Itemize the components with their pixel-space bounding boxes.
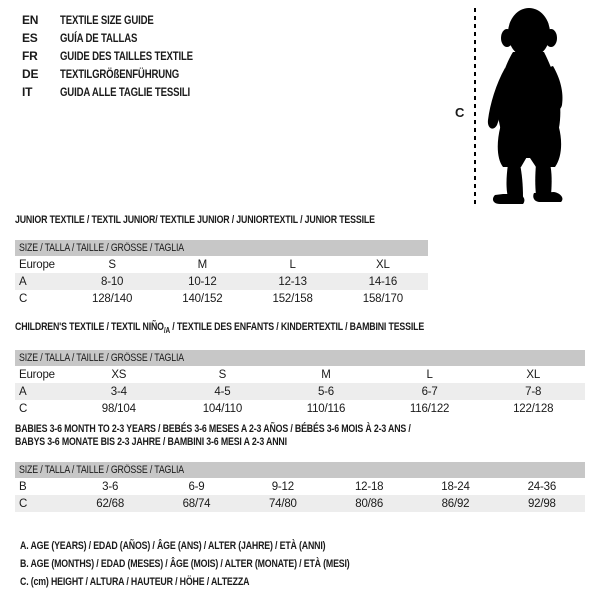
cell-value: 14-16	[368, 275, 398, 288]
cell-value: XL	[376, 258, 390, 271]
cell-value: 116/122	[409, 402, 450, 415]
language-code: FR	[22, 49, 38, 63]
cell-value: 4-5	[214, 385, 231, 398]
cell-value: XS	[111, 368, 127, 381]
row-label: B	[19, 480, 27, 493]
language-label: GUIDE DES TAILLES TEXTILE	[60, 49, 193, 63]
language-list	[22, 11, 226, 101]
cell-value: 140/152	[182, 292, 223, 305]
language-row	[22, 83, 226, 101]
table-title: JUNIOR TEXTILE / TEXTIL JUNIOR/ TEXTILE JUNIOR / JUNIORTEXTIL / JUNIOR TESSILE	[15, 214, 375, 226]
table-row	[15, 400, 585, 417]
size-header-bar: SIZE / TALLA / TAILLE / GRÖSSE / TAGLIA	[15, 350, 585, 366]
cell-value: 9-12	[271, 480, 294, 493]
size-table-children	[15, 321, 585, 417]
legend-line	[20, 555, 432, 573]
legend-line	[20, 573, 432, 591]
height-measure-line	[474, 8, 476, 205]
row-label: Europe	[19, 258, 55, 271]
cell-value: 10-12	[188, 275, 217, 288]
cell-value: 6-9	[188, 480, 205, 493]
cell-value: 12-18	[354, 480, 384, 493]
language-row	[22, 11, 226, 29]
row-label: Europe	[19, 368, 55, 381]
table-row	[15, 366, 585, 383]
height-label-c: C	[455, 105, 465, 120]
cell-value: M	[321, 368, 331, 381]
cell-value: S	[218, 368, 227, 381]
table-title: CHILDREN'S TEXTILE / TEXTIL $NIÑO_{/A}$ / TEXTILE DES ENFANTS / KINDERTEXTIL / BAMBINI TESSILE	[15, 321, 425, 336]
row-label: C	[19, 292, 28, 305]
language-row	[22, 29, 226, 47]
language-code: DE	[22, 67, 39, 81]
cell-value: 68/74	[182, 497, 211, 510]
cell-value: 152/158	[272, 292, 313, 305]
cell-value: 86/92	[441, 497, 470, 510]
measurement-legend	[20, 537, 432, 591]
cell-value: 8-10	[101, 275, 124, 288]
size-table-junior	[15, 214, 428, 307]
cell-value: 158/170	[362, 292, 403, 305]
size-table-babies	[15, 423, 585, 512]
language-code: EN	[22, 13, 39, 27]
table-row	[15, 273, 428, 290]
table-row	[15, 495, 585, 512]
language-row	[22, 47, 226, 65]
cell-value: XL	[526, 368, 541, 381]
cell-value: 74/80	[268, 497, 297, 510]
legend-text: C. (cm) HEIGHT / ALTURA / HAUTEUR / HÖHE / ALTEZZA	[20, 576, 250, 588]
size-header-bar: SIZE / TALLA / TAILLE / GRÖSSE / TAGLIA	[15, 240, 428, 256]
language-code: ES	[22, 31, 38, 45]
cell-value: S	[108, 258, 116, 271]
cell-value: 98/104	[101, 402, 136, 415]
cell-value: 24-36	[527, 480, 557, 493]
cell-value: 5-6	[317, 385, 334, 398]
cell-value: 12-13	[278, 275, 307, 288]
cell-value: M	[197, 258, 208, 271]
cell-value: 7-8	[525, 385, 542, 398]
cell-value: 80/86	[355, 497, 384, 510]
cell-value: 104/110	[202, 402, 243, 415]
cell-value: 62/68	[96, 497, 125, 510]
row-label: A	[19, 275, 27, 288]
cell-value: 110/116	[306, 402, 346, 415]
cell-value: 18-24	[441, 480, 470, 493]
cell-value: 3-4	[110, 385, 127, 398]
legend-text: B. AGE (MONTHS) / EDAD (MESES) / ÂGE (MOIS) / ALTER (MONATE) / ETÀ (MESI)	[20, 558, 350, 570]
row-label: C	[19, 402, 28, 415]
table-row	[15, 290, 428, 307]
table-title: BABIES 3-6 MONTH TO 2-3 YEARS / BEBÉS 3-6 MESES A 2-3 AÑOS / BÉBÉS 3-6 MOIS À 2-3 ANS / BABYS 3-6 MONATE BIS 2-3 JAHRE / BAMBINI 3-6 MESI A 2-3 ANNI	[15, 423, 411, 448]
cell-value: 128/140	[92, 292, 133, 305]
language-label: GUÍA DE TALLAS	[60, 31, 138, 45]
row-label: C	[19, 497, 28, 510]
cell-value: 122/128	[513, 402, 554, 415]
language-label: GUIDA ALLE TAGLIE TESSILI	[60, 85, 191, 99]
row-label: A	[19, 385, 27, 398]
language-label: TEXTILE SIZE GUIDE	[60, 13, 154, 27]
cell-value: L	[426, 368, 433, 381]
language-row	[22, 65, 226, 83]
size-header-bar: SIZE / TALLA / TAILLE / GRÖSSE / TAGLIA	[15, 462, 585, 478]
table-row	[15, 478, 585, 495]
legend-line	[20, 537, 432, 555]
table-row	[15, 383, 585, 400]
cell-value: 92/98	[527, 497, 556, 510]
baby-silhouette-icon	[483, 6, 575, 206]
cell-value: 3-6	[102, 480, 119, 493]
cell-value: L	[289, 258, 296, 271]
table-row	[15, 256, 428, 273]
cell-value: 6-7	[421, 385, 438, 398]
legend-text: A. AGE (YEARS) / EDAD (AÑOS) / ÂGE (ANS) / ALTER (JAHRE) / ETÀ (ANNI)	[20, 540, 326, 552]
language-label: TEXTILGRÖßENFÜHRUNG	[60, 67, 180, 81]
language-code: IT	[22, 85, 33, 99]
